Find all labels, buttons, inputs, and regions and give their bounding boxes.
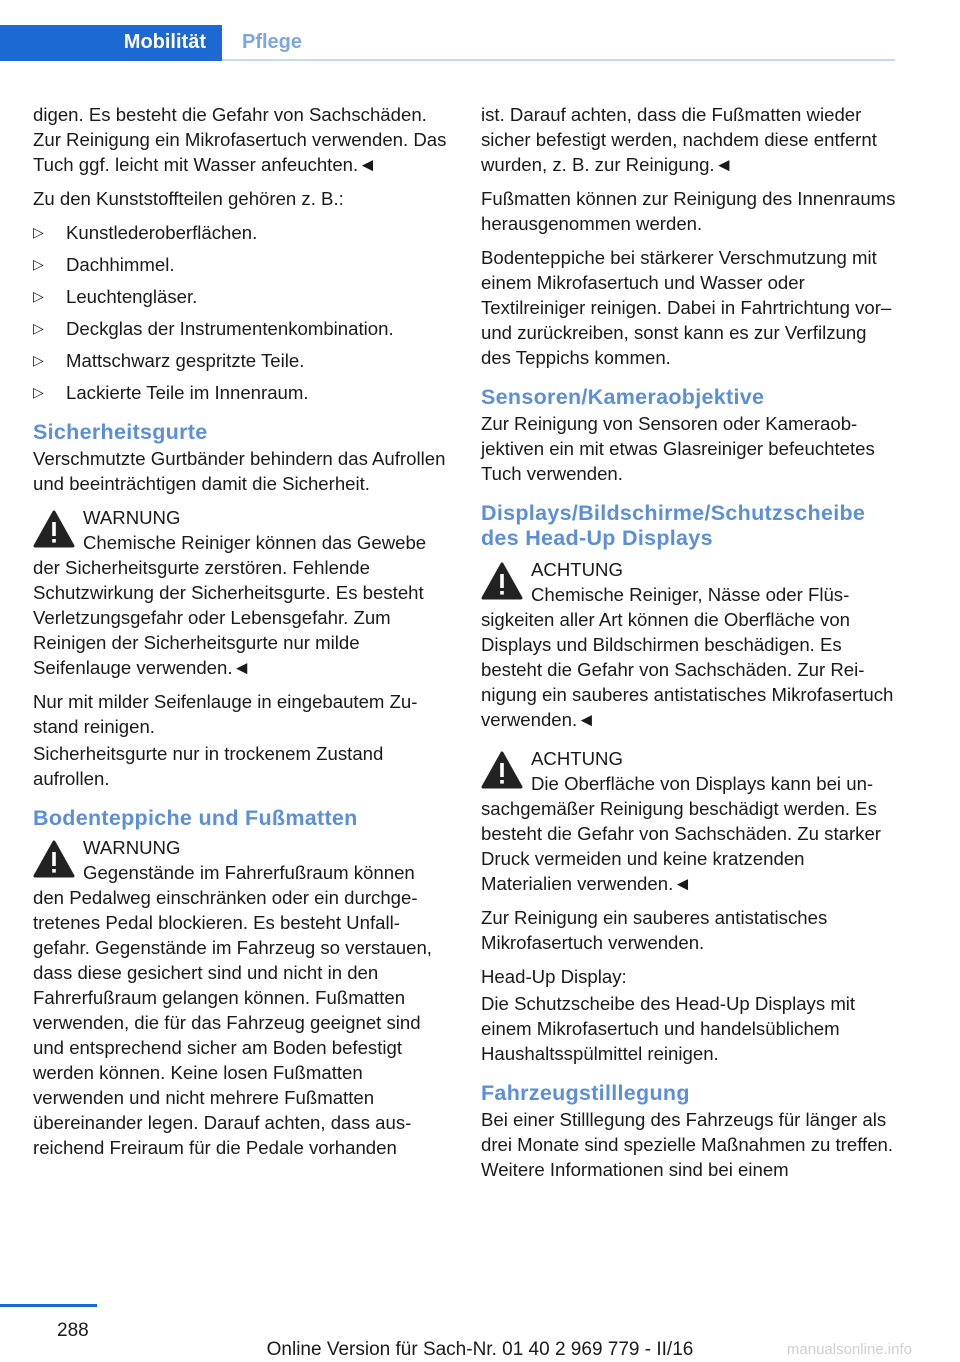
tab-underline	[222, 59, 895, 61]
paragraph: ist. Darauf achten, dass die Fußmatten wieder sicher befestigt werden, nachdem diese entfernt wurden, z. B. zur Reinigung.◄	[481, 104, 877, 175]
warning-box	[33, 505, 448, 680]
bullet-triangle-icon: ▷	[33, 256, 44, 272]
list-item: ▷ Lackierte Teile im Innenraum.	[33, 382, 309, 403]
warning-box	[33, 835, 448, 1160]
tab-mobilitaet[interactable]: Mobilität	[0, 25, 222, 61]
paragraph: Bodenteppiche bei stärkerer Verschmutzung mit einem Mikrofasertuch und Wasser oder Textilreiniger reinigen. Dabei in Fahrtrichtung vor– und zurückreiben, sonst kann es zur Verfilzung des Teppichs kommen.	[481, 247, 892, 368]
warning-triangle-icon	[33, 840, 75, 878]
list-item: ▷ Mattschwarz gespritzte Teile.	[33, 350, 305, 371]
paragraph: Zu den Kunststoffteilen gehören z. B.:	[33, 188, 344, 209]
caution-title: ACHTUNG	[531, 559, 623, 580]
caution-triangle-icon	[481, 562, 523, 600]
bullet-triangle-icon: ▷	[33, 384, 44, 400]
bullet-triangle-icon: ▷	[33, 288, 44, 304]
paragraph: Bei einer Stilllegung des Fahrzeugs für länger als drei Monate sind spezielle Maßnahmen zu treffen. Weitere Informationen sind bei einem	[481, 1109, 894, 1180]
paragraph: Nur mit milder Seifenlauge in eingebautem Zustand reinigen.	[33, 691, 418, 737]
plastic-parts-list	[33, 220, 448, 405]
paragraph: digen. Es besteht die Gefahr von Sachschäden. Zur Reinigung ein Mikrofasertuch verwenden. Das Tuch ggf. leicht mit Wasser anfeuchten.◄	[33, 104, 447, 175]
paragraph: Zur Reinigung von Sensoren oder Kameraobjektiven ein mit etwas Glasreiniger befeuchtetes Tuch verwenden.	[481, 413, 875, 484]
heading-bodenteppiche: Bodenteppiche und Fußmatten	[33, 806, 358, 830]
bullet-triangle-icon: ▷	[33, 352, 44, 368]
caution-title: ACHTUNG	[531, 748, 623, 769]
heading-stilllegung: Fahrzeugstilllegung	[481, 1081, 690, 1105]
version-footer: Online Version für Sach-Nr. 01 40 2 969 779 - II/16	[266, 1339, 694, 1360]
list-item: ▷ Deckglas der Instrumentenkombination.	[33, 318, 394, 339]
caution-triangle-icon	[481, 751, 523, 789]
list-item: ▷ Leuchtengläser.	[33, 286, 198, 307]
paragraph: Sicherheitsgurte nur in trockenem Zustand aufrollen.	[33, 743, 384, 789]
heading-sicherheitsgurte: Sicherheitsgurte	[33, 420, 208, 444]
warning-title: WARNUNG	[83, 507, 181, 528]
warning-triangle-icon	[33, 510, 75, 548]
heading-displays: Displays/Bildschirme/Schutzscheibe des Head-Up Displays	[481, 501, 866, 550]
bullet-triangle-icon: ▷	[33, 320, 44, 336]
watermark: manualsonline.info	[786, 1341, 912, 1358]
paragraph: Zur Reinigung ein sauberes antistatisches Mikrofasertuch verwenden.	[481, 907, 828, 953]
caution-box	[481, 557, 896, 732]
caution-text: Die Oberfläche von Displays kann bei unsachgemäßer Reinigung beschädigt werden. Es besteht die Gefahr von Sachschäden. Zu starker Druck vermeiden und keine kratzenden Materialien verwenden.◄	[481, 773, 881, 894]
left-column	[33, 102, 448, 1169]
paragraph: Verschmutzte Gurtbänder behindern das Aufrollen und beeinträchtigen damit die Sicherheit.	[33, 448, 446, 494]
tab-pflege[interactable]: Pflege	[242, 31, 303, 53]
warning-title: WARNUNG	[83, 837, 181, 858]
footer-accent-line	[0, 1304, 97, 1307]
list-item: ▷ Dachhimmel.	[33, 254, 175, 275]
paragraph: Die Schutzscheibe des Head-Up Displays mit einem Mikrofasertuch und handelsüblichem Haushaltsspülmittel reinigen.	[481, 993, 856, 1064]
list-item: ▷ Kunstlederoberflächen.	[33, 222, 258, 243]
caution-text: Chemische Reiniger, Nässe oder Flüssigkeiten aller Art können die Oberfläche von Displays und Bildschirmen beschädigen. Es besteht die Gefahr von Sachschäden. Zur Reinigung ein sauberes antistatisches Mikrofasertuch verwenden.◄	[481, 584, 894, 730]
right-column	[481, 102, 896, 1191]
section-tabs	[0, 25, 895, 61]
heading-sensoren: Sensoren/Kameraobjektive	[481, 385, 765, 409]
page-number: 288	[57, 1320, 89, 1341]
bullet-triangle-icon: ▷	[33, 224, 44, 240]
caution-box	[481, 746, 896, 896]
warning-text: Chemische Reiniger können das Gewebe der Sicherheitsgurte zerstören. Fehlende Schutzwirkung der Sicherheitsgurte. Es besteht Verletzungsgefahr oder Lebensgefahr. Zum Reinigen der Sicherheitsgurte nur milde Seifenlauge verwenden.◄	[33, 532, 427, 678]
warning-text: Gegenstände im Fahrerfußraum können den Pedalweg einschränken oder ein durchgetretenes Pedal blockieren. Es besteht Unfallgefahr. Gegenstände im Fahrzeug so verstauen, dass diese gesichert sind und nicht in den Fahrerfußraum gelangen können. Fußmatten verwenden, die für das Fahrzeug geeignet sind und entsprechend sicher am Boden befestigt werden können. Keine losen Fußmatten verwenden und nicht mehrere Fußmatten übereinander legen. Darauf achten, dass ausreichend Freiraum für die Pedale vorhanden	[33, 862, 432, 1158]
paragraph: Fußmatten können zur Reinigung des Innenraums herausgenommen werden.	[481, 188, 896, 234]
paragraph: Head-Up Display:	[481, 966, 627, 987]
